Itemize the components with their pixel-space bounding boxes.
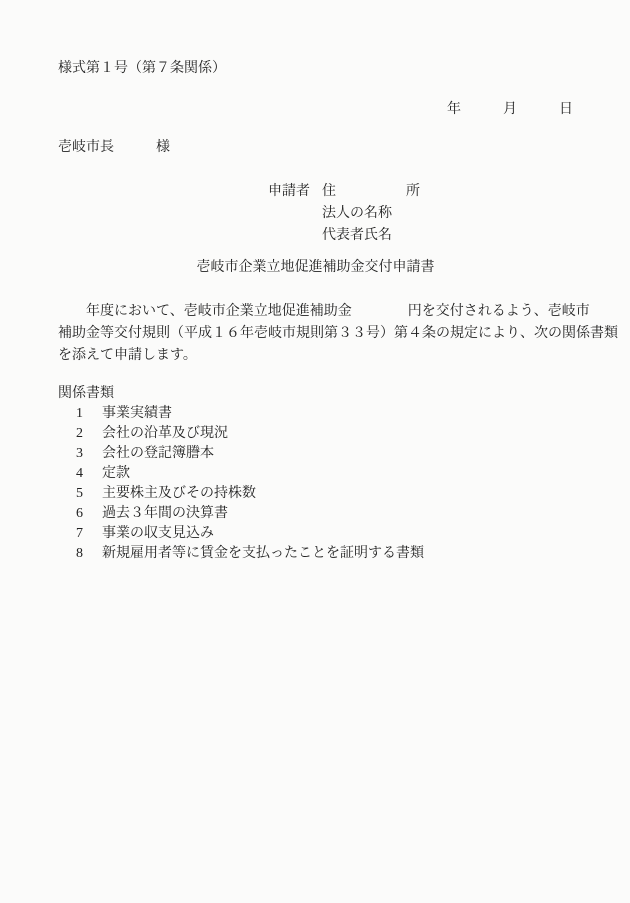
attachment-item	[58, 504, 590, 524]
attachment-item-label: 会社の登記簿謄本	[102, 446, 214, 461]
attachment-item-label: 会社の沿革及び現況	[102, 426, 228, 441]
attachment-item	[58, 484, 590, 504]
attachment-item-label: 事業の収支見込み	[102, 526, 214, 541]
body-line-1: 年度において、壱岐市企業立地促進補助金 円を交付されるよう、壱岐市	[58, 304, 590, 319]
attachment-item-number: 6	[76, 506, 83, 521]
attachment-item-number: 2	[76, 426, 83, 441]
attachment-item-number: 4	[76, 466, 83, 481]
attachment-item	[58, 424, 590, 444]
attachment-item-number: 1	[76, 406, 83, 421]
form-style-number: 様式第１号（第７条関係）	[58, 61, 226, 76]
applicant-label: 申請者	[268, 184, 310, 199]
attachment-item	[58, 444, 590, 464]
attachment-item	[58, 464, 590, 484]
attachment-item-label: 主要株主及びその持株数	[102, 486, 256, 501]
attachment-item-number: 5	[76, 486, 83, 501]
attachment-item-number: 7	[76, 526, 83, 541]
attachment-item-label: 過去３年間の決算書	[102, 506, 228, 521]
attachment-item-number: 8	[76, 546, 83, 561]
applicant-block	[268, 181, 420, 247]
applicant-field-address: 住 所	[322, 184, 420, 199]
applicant-field-corporate-name: 法人の名称	[322, 206, 392, 221]
document-title: 壱岐市企業立地促進補助金交付申請書	[196, 260, 435, 275]
attachment-item-number: 3	[76, 446, 83, 461]
attachment-item	[58, 404, 590, 424]
attachment-item-label: 事業実績書	[102, 406, 172, 421]
attachment-item-label: 新規雇用者等に賃金を支払ったことを証明する書類	[102, 546, 424, 561]
body-line-3: を添えて申請します。	[58, 348, 197, 363]
attachment-item-label: 定款	[102, 466, 130, 481]
body-line-2: 補助金等交付規則（平成１６年壱岐市規則第３３号）第４条の規定により、次の関係書類	[58, 326, 618, 341]
applicant-field-representative-name: 代表者氏名	[322, 228, 392, 243]
applicant-fields	[322, 181, 420, 247]
attachment-item	[58, 544, 590, 564]
attachments-block	[58, 384, 590, 564]
attachment-item	[58, 524, 590, 544]
addressee-line: 壱岐市長 様	[58, 140, 170, 155]
body-paragraph	[58, 301, 618, 367]
date-line: 年 月 日	[447, 102, 573, 117]
attachments-heading: 関係書類	[58, 386, 114, 401]
